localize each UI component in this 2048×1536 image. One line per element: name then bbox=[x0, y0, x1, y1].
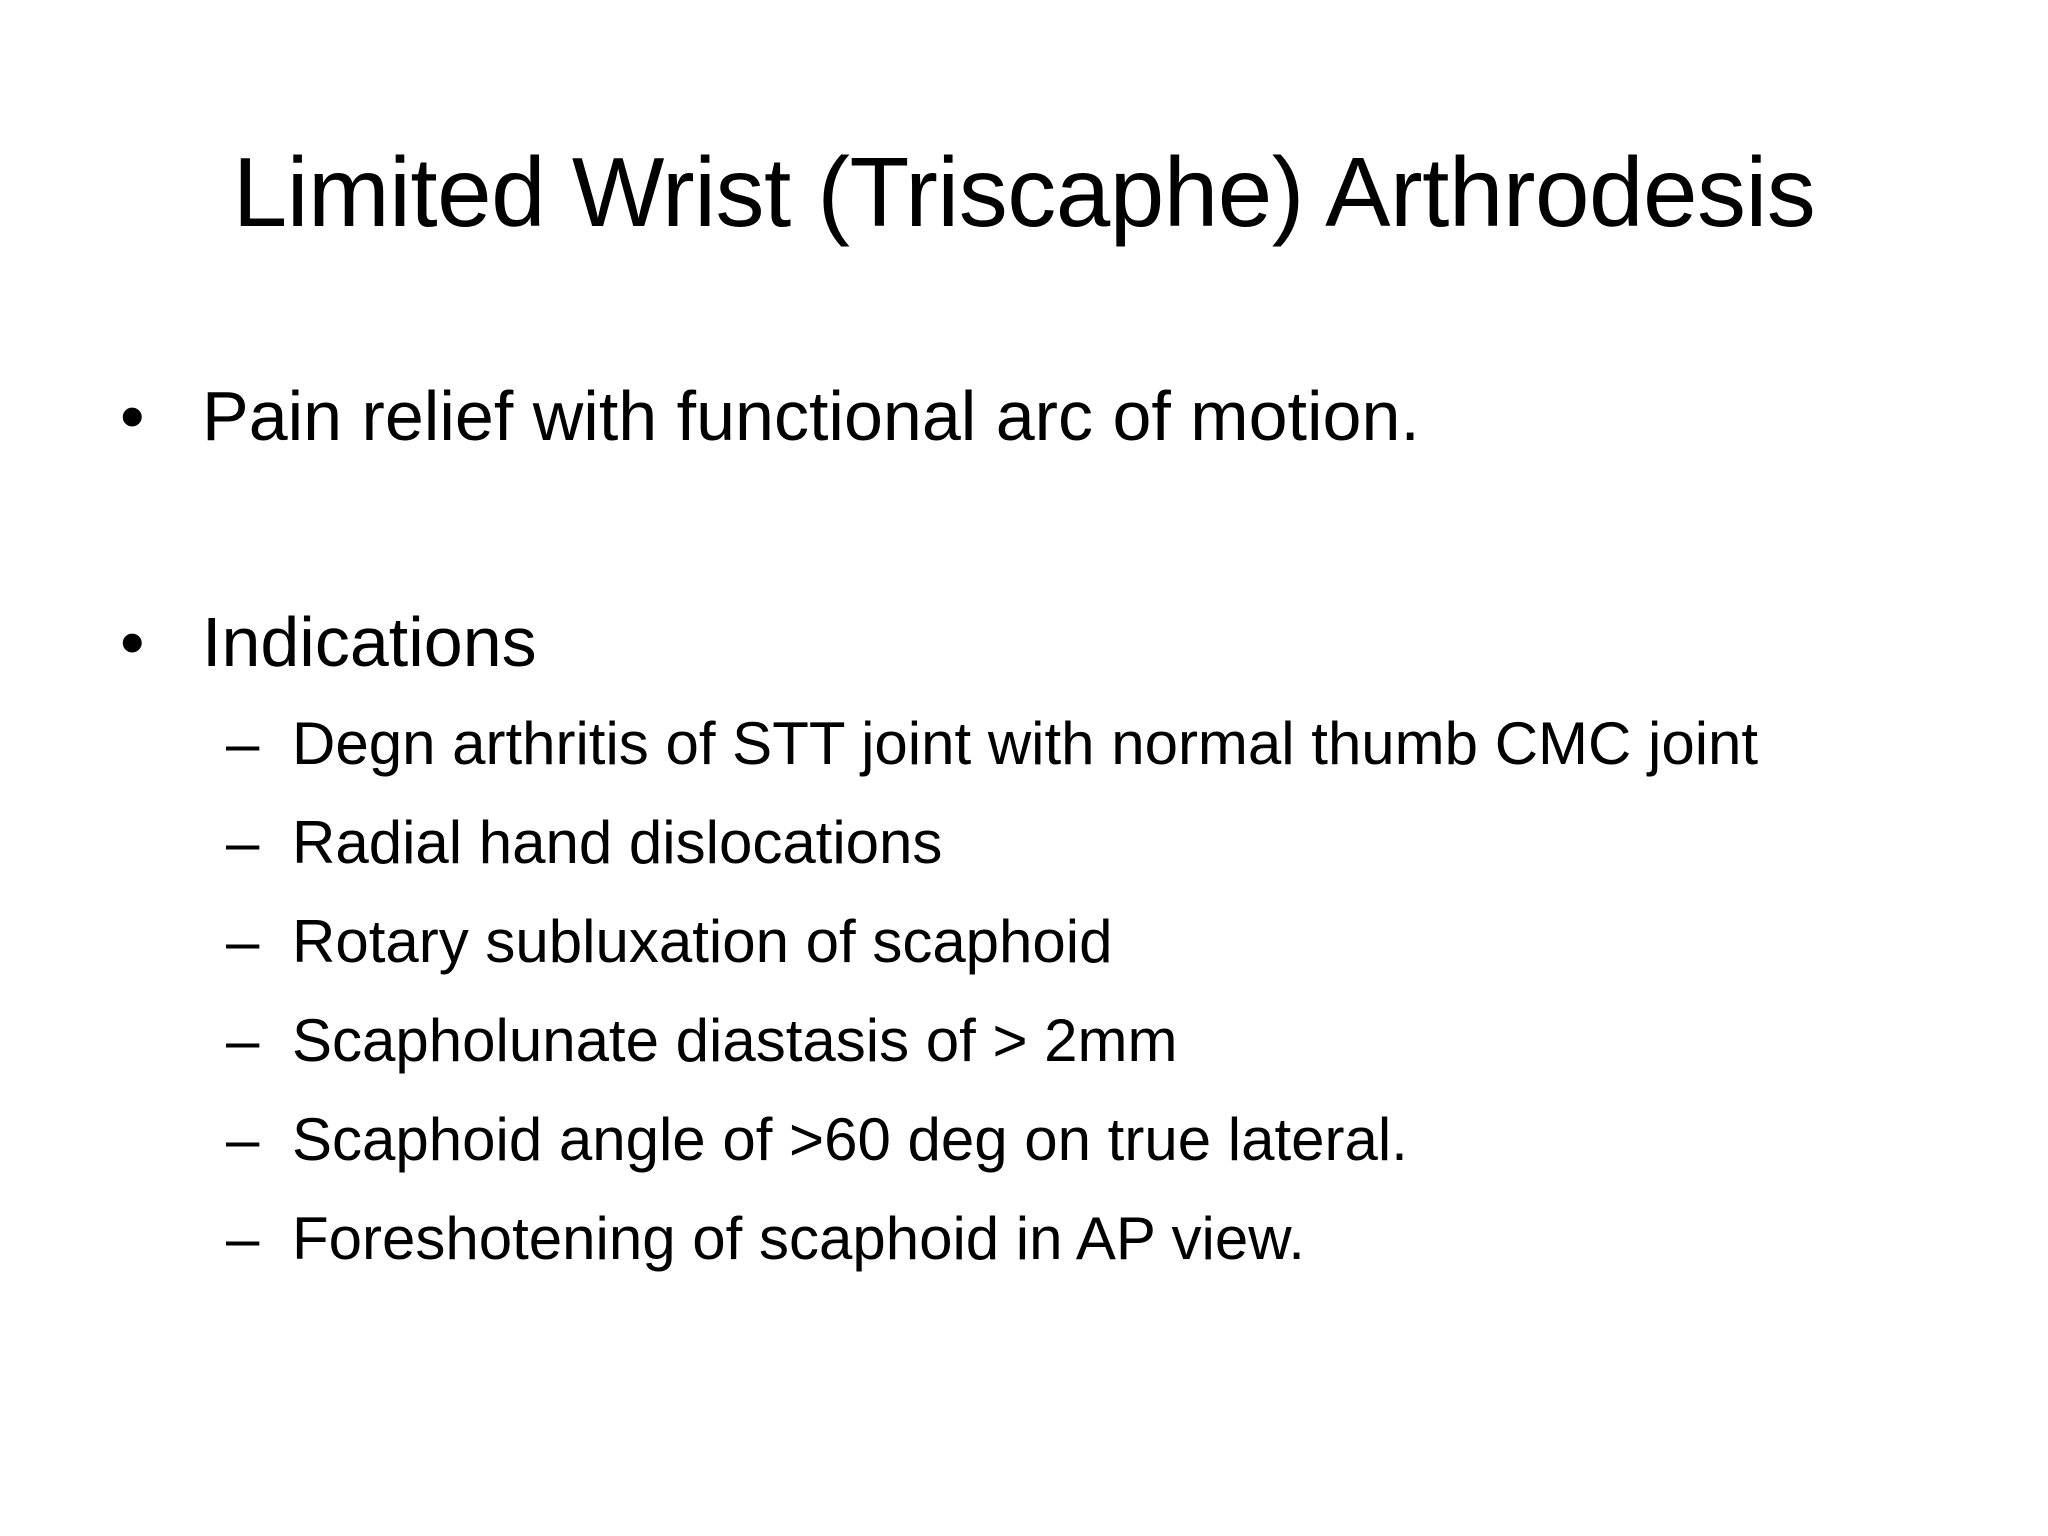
bullet-icon: • bbox=[120, 603, 145, 681]
dash-icon: – bbox=[226, 1007, 260, 1074]
dash-icon: – bbox=[226, 1205, 260, 1272]
indication-item bbox=[226, 904, 1926, 979]
dash-icon: – bbox=[226, 908, 260, 975]
indication-item bbox=[226, 706, 1926, 781]
indications-list bbox=[226, 706, 1926, 1300]
slide-title: Limited Wrist (Triscaphe) Arthrodesis bbox=[232, 137, 1816, 247]
indication-text: Radial hand dislocations bbox=[292, 809, 943, 876]
indication-item bbox=[226, 1003, 1926, 1078]
indication-text: Scapholunate diastasis of > 2mm bbox=[292, 1007, 1178, 1074]
dash-icon: – bbox=[226, 710, 260, 777]
indication-item bbox=[226, 1201, 1926, 1276]
dash-icon: – bbox=[226, 1106, 260, 1173]
indication-text: Rotary subluxation of scaphoid bbox=[292, 908, 1113, 975]
indication-text: Degn arthritis of STT joint with normal thumb CMC joint bbox=[292, 710, 1759, 777]
bullet-text: Indications bbox=[202, 603, 537, 681]
indication-item bbox=[226, 1102, 1926, 1177]
bullet-text: Pain relief with functional arc of motion. bbox=[202, 377, 1420, 455]
dash-icon: – bbox=[226, 809, 260, 876]
indication-text: Scaphoid angle of >60 deg on true lateral. bbox=[292, 1106, 1408, 1173]
indication-item bbox=[226, 805, 1926, 880]
indication-text: Foreshotening of scaphoid in AP view. bbox=[292, 1205, 1305, 1272]
bullet-icon: • bbox=[120, 377, 145, 455]
